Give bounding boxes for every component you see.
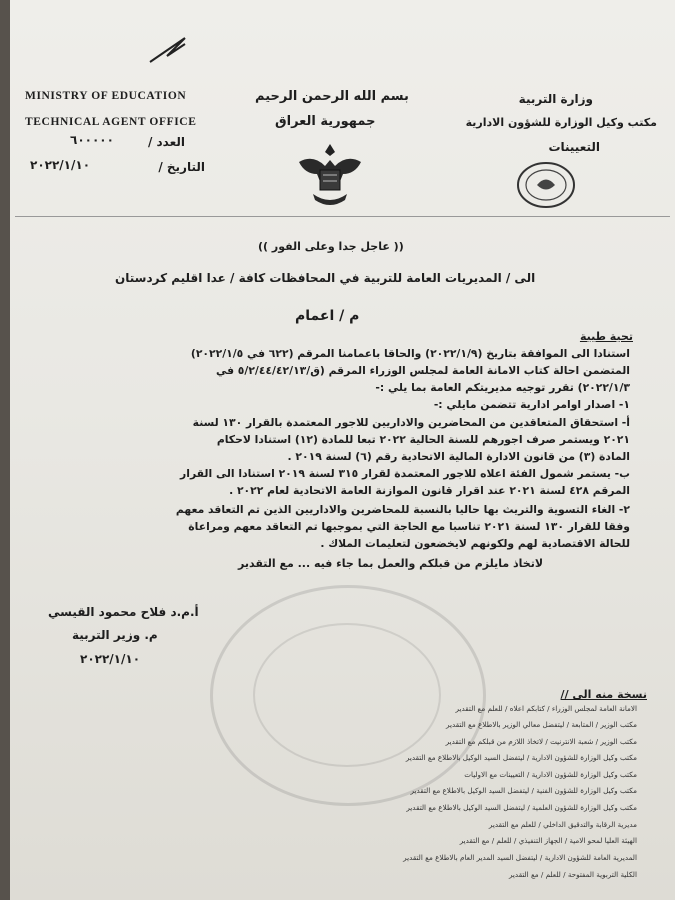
office-name-ar: مكتب وكيل الوزارة للشؤون الادارية bbox=[465, 116, 657, 129]
signatory-name: أ.م.د فلاح محمود القيسي bbox=[48, 605, 199, 619]
date-label: التاريخ / bbox=[158, 160, 205, 174]
office-name-en: TECHNICAL AGENT OFFICE bbox=[25, 116, 197, 128]
signatory-title: م. وزير التربية bbox=[72, 628, 158, 642]
body-line: ٢٠٢٢/١/٣) تقرر توجيه مديريتكم العامة بما يلي :- bbox=[375, 381, 630, 394]
header-divider bbox=[15, 216, 670, 217]
copy-recipient: مكتب وكيل الوزارة للشؤون العلمية / ليتفضل السيد الوكيل بالاطلاع مع التقدير bbox=[406, 803, 637, 812]
body-line: المادة (٣) من قانون الادارة المالية الاتحادية رقم (٦) لسنة ٢٠١٩ . bbox=[287, 450, 630, 463]
iraq-eagle-emblem-icon bbox=[295, 140, 365, 212]
closing-line: لاتخاذ مايلزم من قبلكم والعمل بما جاء فيه ... مع التقدير bbox=[238, 557, 544, 570]
copy-recipient: مكتب وكيل الوزارة للشؤون الادارية / التعيينات مع الاوليات bbox=[464, 770, 637, 779]
copy-recipient: مكتب وكيل الوزارة للشؤون الفنية / ليتفضل السيد الوكيل بالاطلاع مع التقدير bbox=[410, 786, 637, 795]
copy-recipient: الامانة العامة لمجلس الوزراء / كتابكم اعلاه / للعلم مع التقدير bbox=[455, 704, 637, 713]
number-label: العدد / bbox=[147, 135, 185, 149]
recipient-line: الى / المديريات العامة للتربية في المحافظات كافة / عدا اقليم كردستان bbox=[115, 271, 536, 285]
body-line: ب- يستمر شمول الفئة اعلاه للاجور المعتمدة لقرار ٣١٥ لسنة ٢٠١٩ استنادا الى القرار bbox=[180, 467, 630, 480]
department-ar: التعيينات bbox=[548, 140, 600, 154]
republic-name: جمهورية العراق bbox=[275, 114, 376, 129]
body-line: المتضمن احالة كتاب الامانة العامة لمجلس الوزراء المرقم (ق/٥/٢/٤٤/٤٢/١٣ في bbox=[216, 364, 630, 377]
body-line: ١- اصدار اوامر ادارية تتضمن مايلي :- bbox=[433, 398, 630, 411]
body-line: للحالة الاقتصادية لهم ولكونهم لايخضعون لتعليمات الملاك . bbox=[320, 537, 630, 550]
body-line: المرقم ٤٢٨ لسنة ٢٠٢١ عند اقرار قانون الموازنة العامة الاتحادية لعام ٢٠٢٢ . bbox=[229, 484, 630, 497]
urgent-note: (( عاجل جدا وعلى الفور )) bbox=[258, 240, 404, 253]
copy-recipient: الهيئة العليا لمحو الامية / الجهاز التنفيذي / للعلم / مع التقدير bbox=[459, 836, 637, 845]
circular-stamp-icon bbox=[210, 585, 486, 806]
copy-recipient: مكتب الوزير / المتابعة / ليتفضل معالي الوزير بالاطلاع مع التقدير bbox=[446, 720, 637, 729]
background-edge bbox=[0, 0, 10, 900]
copy-recipient: مكتب وكيل الوزارة للشؤون الادارية / ليتفضل السيد الوكيل بالاطلاع مع التقدير bbox=[405, 753, 637, 762]
body-line: ٢٠٢١ ويستمر صرف اجورهم للسنة الحالية ٢٠٢٢ تبعا للمادة (١٢) استنادا لاحكام bbox=[216, 433, 630, 446]
ministry-name-en: MINISTRY OF EDUCATION bbox=[25, 90, 187, 102]
body-line: استنادا الى الموافقة بتاريخ (٢٠٢٢/١/٩) والحاقا باعمامنا المرقم (٦٢٢ في ٢٠٢٢/١/٥) bbox=[190, 347, 630, 360]
copy-recipient: مكتب الوزير / شعبة الانترنيت / لاتخاذ اللازم من قبلكم مع التقدير bbox=[445, 737, 637, 746]
ministry-seal-icon bbox=[515, 160, 577, 210]
subject-line: م / اعمام bbox=[295, 308, 360, 324]
greeting: تحية طيبة bbox=[579, 330, 633, 343]
copies-heading: نسخة منه الى // bbox=[560, 688, 647, 701]
number-value: ٦٠٠٠٠٠ bbox=[70, 133, 114, 147]
signature-date: ٢٠٢٢/١/١٠ bbox=[80, 652, 141, 666]
copy-recipient: مديرية الرقابة والتدقيق الداخلي / للعلم مع التقدير bbox=[488, 820, 637, 829]
date-value: ٢٠٢٢/١/١٠ bbox=[30, 158, 91, 172]
basmala: بسم الله الرحمن الرحيم bbox=[255, 89, 409, 104]
body-line: ٢- الغاء التسوية والتريث بها حاليا بالنسبة للمحاضرين والاداريين الذين تم التعاقد معهم bbox=[175, 503, 630, 516]
pen-mark-icon bbox=[145, 30, 205, 70]
body-line: وفقا للقرار ١٣٠ لسنة ٢٠٢١ تناسبا مع الحاجة التي بموجبها تم التعاقد معهم ومراعاة bbox=[188, 520, 630, 533]
body-line: أ- استحقاق المتعاقدين من المحاضرين والاداريين للاجور المعتمدة بالقرار ١٣٠ لسنة bbox=[192, 416, 630, 429]
ministry-name-ar: وزارة التربية bbox=[518, 92, 593, 106]
copy-recipient: المديرية العامة للشؤون الادارية / ليتفضل السيد المدير العام بالاطلاع مع التقدير bbox=[403, 853, 637, 862]
document-page bbox=[10, 0, 675, 900]
copy-recipient: الكلية التربوية المفتوحة / للعلم / مع التقدير bbox=[508, 870, 637, 879]
